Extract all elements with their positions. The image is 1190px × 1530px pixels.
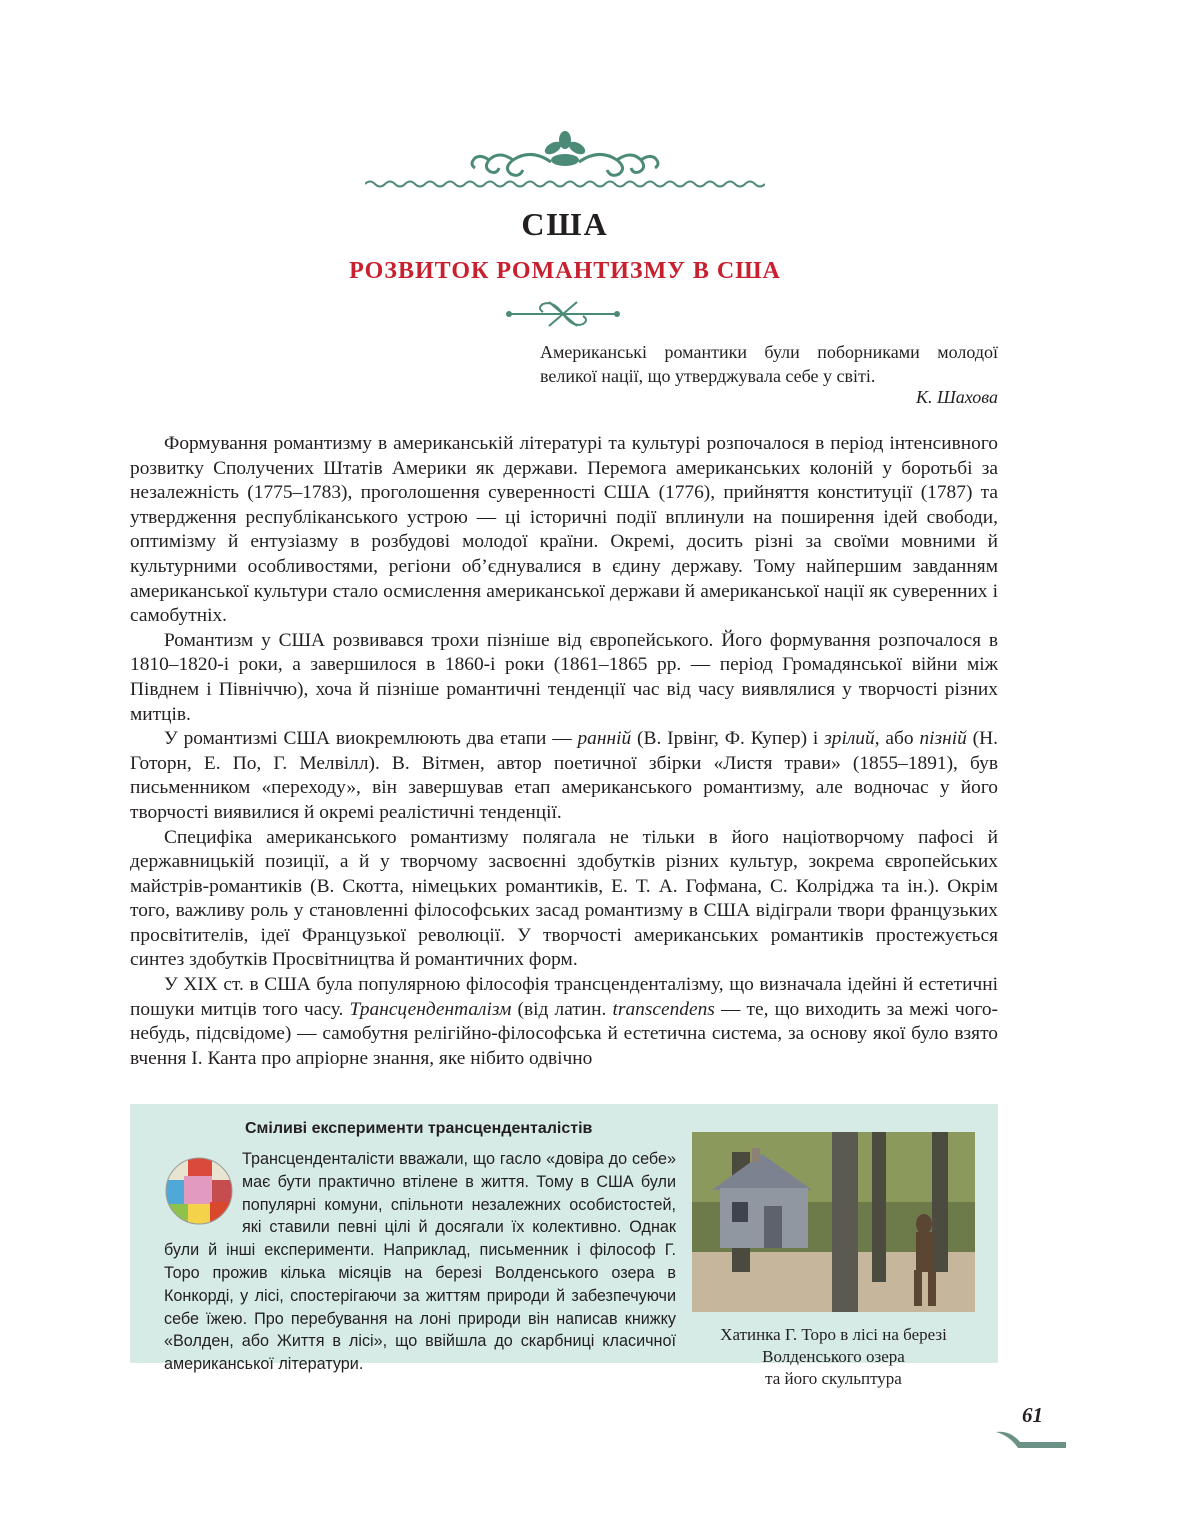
- info-box-heading: Сміливі експерименти трансценденталістів: [245, 1120, 593, 1137]
- section-subtitle: РОЗВИТОК РОМАНТИЗМУ В США: [349, 258, 781, 284]
- info-box: [130, 1104, 998, 1388]
- info-box-text: Трансценденталісти вважали, що гасло «довіра до себе» має бути практично втілене в життя. Тому в США були популярні комуни, спільноти незалежних особистостей, які ставили певні цілі й досягали їх колективно. Однак були й інші експерименти. Наприклад, письменник і філософ Г. Торо прожив кілька місяців на березі Волденського озера в Конкорді, у лісі, спостерігаючи за життям природи й забезпечуючи себе їжею. Про перебування на лоні природи він написав книжку «Волден, або Життя в лісі», що ввійшла до скарбниці класичної американської літератури.: [164, 1150, 676, 1374]
- page-tab-marker: [996, 1428, 1066, 1452]
- main-text: [130, 432, 998, 1071]
- paragraph-5: У XIX ст. в США була популярною філософія трансценденталізму, що визначала ідейні й естетичні пошуки митців того часу. Трансценденталізм (від латин. transcendens — те, що виходить за межі чого-небудь, підсвідоме) — самобутня релігійно-філософська й естетична система, за основу якої було взято вчення І. Канта про апріорне знання, яке нібито одвічно: [130, 974, 999, 1069]
- photo-caption: Хатинка Г. Торо в лісі на березі Волденського озера та його скульптура: [720, 1325, 947, 1388]
- decorative-ornament-divider: [505, 294, 621, 334]
- paragraph-1: Формування романтизму в американській літературі та культурі розпочалося в період інтенсивного розвитку Сполучених Штатів Америки як держави. Перемога американських колоній у боротьбі за незалежність (1775–1783), проголошення суверенності США (1776), прийняття конституції (1787) та утвердження республіканського устрою — ці історичні події вплинули на поширення ідей свободи, оптимізму й ентузіазму в розбудові молодої країни. Окремі, досить різні за своїми мовними й культурними особливостями, регіони об’єднувалися в єдину державу. Тому найпершим завданням американської культури стало осмислення американської держави й американської нації як суверенних і самобутніх.: [130, 433, 998, 627]
- paragraph-3: У романтизмі США виокремлюють два етапи — ранній (В. Ірвінг, Ф. Купер) і зрілий, або пізній (Н. Готорн, Е. По, Г. Мелвілл). В. Вітмен, автор поетичної збірки «Листя трави» (1855–1891), був письменником «переходу», він завершував етап американського романтизму, але водночас у його творчості виявилися й окремі реалістичні тенденції.: [130, 728, 998, 823]
- page-number: 61: [1022, 1403, 1043, 1427]
- decorative-ornament-top: [365, 128, 765, 193]
- globe-icon: [162, 1154, 236, 1228]
- thoreau-cabin-photo: [692, 1132, 975, 1312]
- epigraph-quote: Американські романтики були поборниками молодої великої нації, що утверджувала себе у світі.: [540, 342, 998, 386]
- epigraph-author: К. Шахова: [916, 387, 998, 407]
- page-title: США: [521, 206, 609, 242]
- paragraph-2: Романтизм у США розвивався трохи пізніше від європейського. Його формування розпочалося в 1810–1820-і роки, а завершилося в 1860-і роки (1861–1865 рр. — період Громадянської війни між Півднем і Північчю), хоча й пізніше романтичні тенденції час від часу виявлялися у творчості різних митців.: [130, 629, 998, 725]
- paragraph-4: Специфіка американського романтизму полягала не тільки в його націотворчому пафосі й державницькій позиції, а й у творчому засвоєнні здобутків різних культур, зокрема європейських майстрів-романтиків (В. Скотта, німецьких романтиків, Е. Т. А. Гофмана, С. Колріджа та ін.). Окрім того, важливу роль у становленні філософських засад романтизму в США відіграли твори французьких просвітителів, ідеї Французької революції. У творчості американських романтиків простежується синтез здобутків Просвітництва й романтичних форм.: [130, 826, 998, 971]
